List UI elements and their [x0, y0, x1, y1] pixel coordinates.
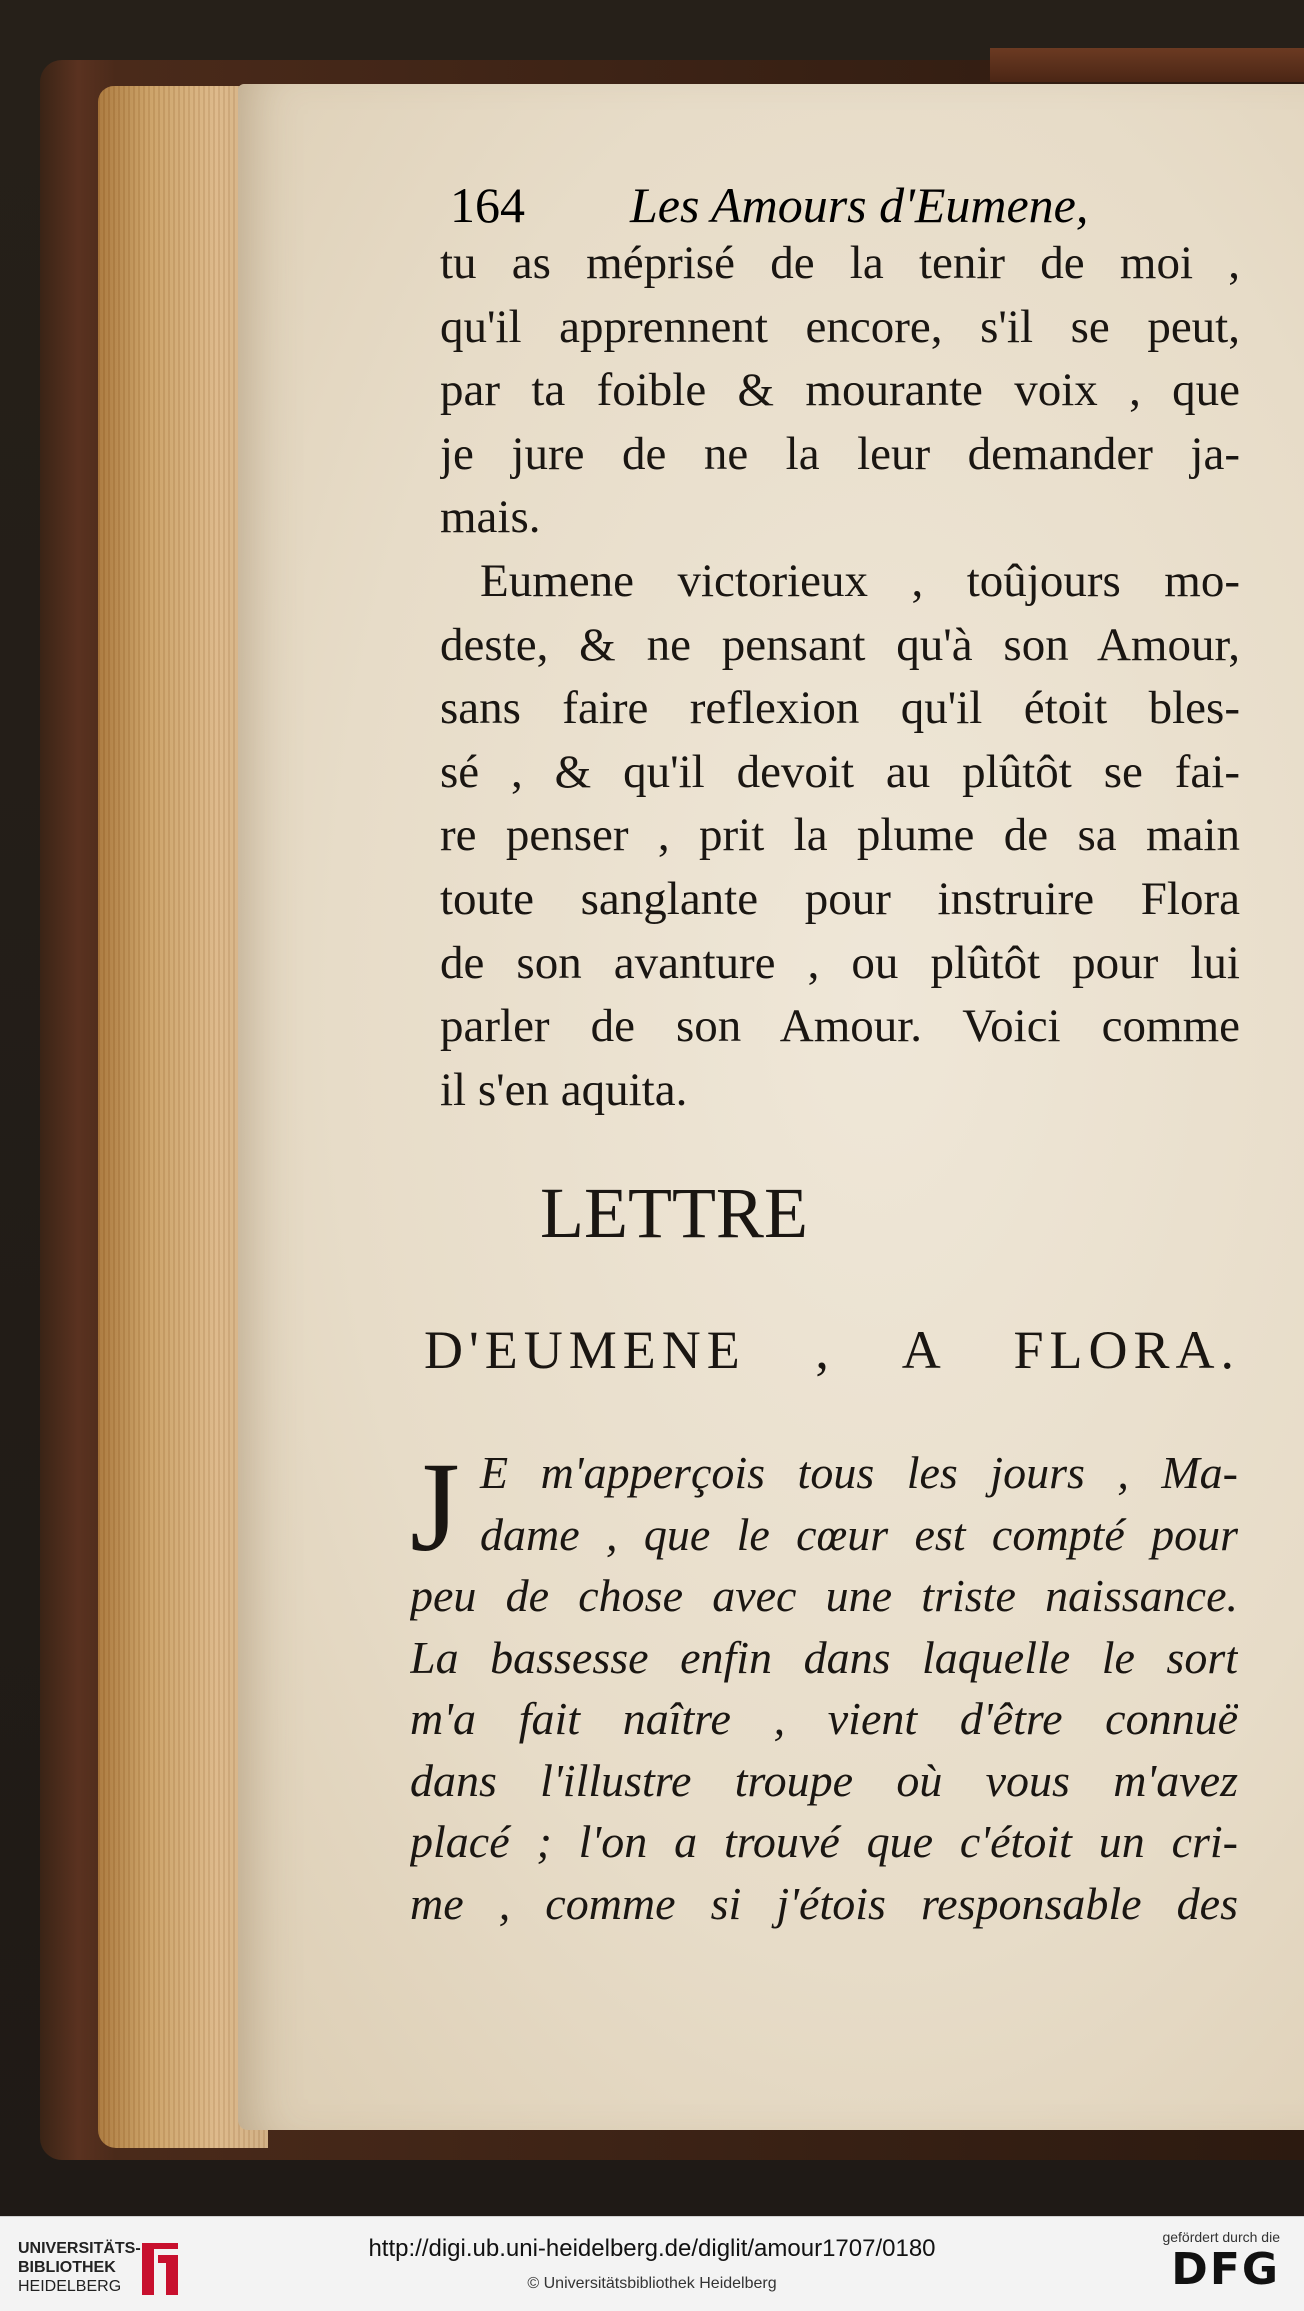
- drop-cap: J: [410, 1436, 460, 1578]
- page-header: [450, 170, 1240, 240]
- body-line: sans faire reflexion qu'il étoit bles-: [440, 682, 1240, 735]
- body-line: par ta foible & mourante voix , que: [440, 364, 1240, 417]
- letter-line: placé ; l'on a trouvé que c'étoit un cri-: [410, 1816, 1238, 1867]
- letter-line: peu de chose avec une triste naissance.: [410, 1570, 1238, 1621]
- letter-line: E m'apperçois tous les jours , Ma-: [480, 1447, 1238, 1498]
- page-number: 164: [450, 177, 525, 233]
- letter-line: La bassesse enfin dans laquelle le sort: [410, 1631, 1238, 1683]
- cover-top-edge: [990, 48, 1304, 82]
- body-line: qu'il apprennent encore, s'il se peut,: [440, 300, 1240, 353]
- dfg-logo: DFG: [1171, 2244, 1280, 2295]
- body-line: toute sanglante pour instruire Flora: [440, 872, 1240, 925]
- body-line: de son avanture , ou plûtôt pour lui: [440, 936, 1240, 989]
- library-name-line: HEIDELBERG: [18, 2278, 122, 2295]
- letter-line: me , comme si j'étois responsable des: [410, 1877, 1238, 1929]
- body-line: il s'en aquita.: [440, 1063, 688, 1116]
- letter-text: [410, 1436, 1238, 1934]
- funding-text: gefördert durch die: [1162, 2229, 1280, 2245]
- body-line: Eumene victorieux , toûjours mo-: [480, 554, 1240, 607]
- body-line: parler de son Amour. Voici comme: [440, 1000, 1240, 1053]
- copyright-notice: © Universitätsbibliothek Heidelberg: [527, 2275, 777, 2292]
- body-line: re penser , prit la plume de sa main: [440, 809, 1240, 862]
- letter-line: dans l'illustre troupe où vous m'avez: [410, 1754, 1238, 1806]
- viewer-footer: [0, 2216, 1304, 2311]
- body-line: tu as méprisé de la tenir de moi ,: [440, 237, 1240, 289]
- letter-subheading: D'EUMENE , A FLORA.: [424, 1320, 1240, 1380]
- running-head: Les Amours d'Eumene,: [630, 177, 1089, 233]
- body-line: deste, & ne pensant qu'à son Amour,: [440, 618, 1240, 671]
- letter-line: dame , que le cœur est compté pour: [480, 1508, 1238, 1560]
- library-name-line: UNIVERSITÄTS-: [18, 2240, 141, 2257]
- body-line: je jure de ne la leur demander ja-: [440, 427, 1240, 480]
- letter-line: m'a fait naître , vient d'être connuë: [410, 1693, 1238, 1744]
- letter-heading: LETTRE: [540, 1173, 808, 1253]
- funder-logo[interactable]: [1150, 2229, 1280, 2303]
- permalink-url[interactable]: http://digi.ub.uni-heidelberg.de/diglit/amour1707/0180: [368, 2235, 936, 2262]
- library-name-line: BIBLIOTHEK: [18, 2259, 116, 2276]
- body-line: mais.: [440, 491, 541, 544]
- body-line: sé , & qu'il devoit au plûtôt se fai-: [440, 745, 1240, 798]
- body-text: [440, 232, 1240, 1122]
